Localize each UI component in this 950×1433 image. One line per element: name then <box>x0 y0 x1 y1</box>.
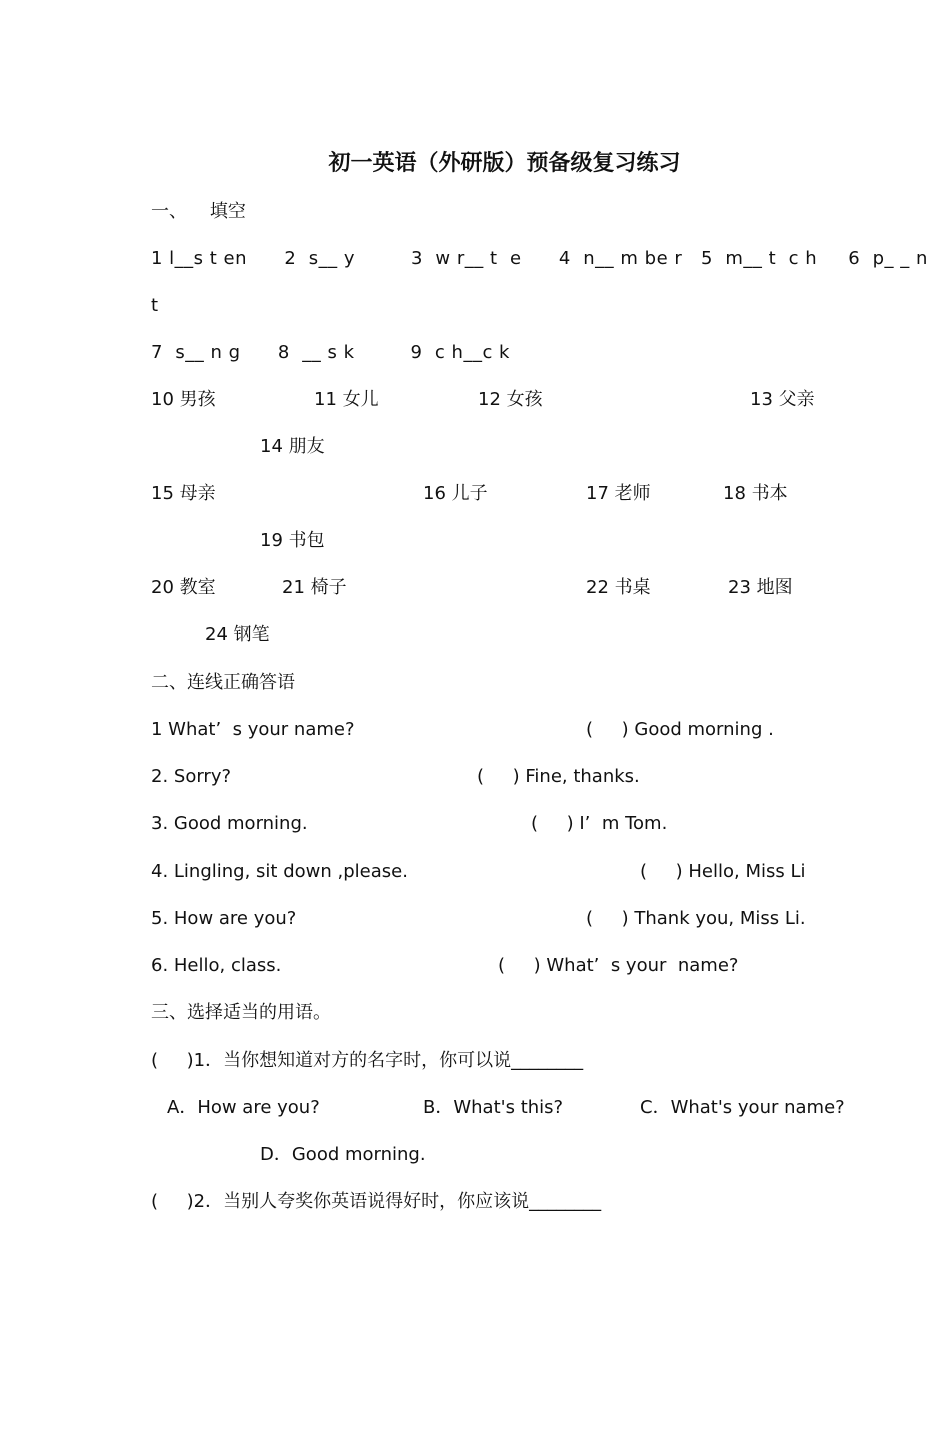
vocab-item: 24 钢笔 <box>205 624 270 645</box>
section1-heading: 一、 填空 <box>151 201 246 222</box>
matching-question: 6. Hello, class. <box>151 955 282 976</box>
vocab-item: 14 朋友 <box>260 436 325 457</box>
spelling-line-2: 7 s__ n g 8 __ s k 9 c h__c k <box>151 342 510 363</box>
vocab-item: 20 教室 <box>151 577 216 598</box>
matching-answer: ( ) What’ s your name? <box>498 955 739 976</box>
matching-question: 2. Sorry? <box>151 766 232 787</box>
option-a: A．How are you? <box>167 1097 320 1118</box>
vocab-item: 21 椅子 <box>282 577 347 598</box>
vocab-item: 15 母亲 <box>151 483 216 504</box>
matching-answer: ( ) Hello, Miss Li <box>640 861 806 882</box>
matching-question: 4. Lingling, sit down ,please. <box>151 861 408 882</box>
option-d: D．Good morning. <box>260 1144 426 1165</box>
page-title: 初一英语（外研版）预备级复习练习 <box>328 151 681 176</box>
vocab-item: 12 女孩 <box>478 389 543 410</box>
vocab-item: 11 女儿 <box>314 389 379 410</box>
spelling-line-1: 1 l__s t en 2 s__ y 3 w r__ t e 4 n__ m be r 5 m__ t c h 6 p_ _ n <box>151 248 928 269</box>
matching-answer: ( ) Good morning . <box>586 719 774 740</box>
vocab-item: 18 书本 <box>723 483 788 504</box>
vocab-item: 10 男孩 <box>151 389 216 410</box>
matching-question: 5. How are you? <box>151 908 297 929</box>
matching-answer: ( ) Thank you, Miss Li. <box>586 908 806 929</box>
vocab-item: 23 地图 <box>728 577 793 598</box>
section2-heading: 二、连线正确答语 <box>151 672 295 693</box>
question-2: ( )2．当别人夸奖你英语说得好时，你应该说________ <box>151 1191 602 1212</box>
matching-answer: ( ) Fine, thanks. <box>477 766 640 787</box>
matching-answer: ( ) I’ m Tom. <box>531 813 668 834</box>
section3-heading: 三、选择适当的用语。 <box>151 1002 331 1023</box>
vocab-item: 16 儿子 <box>423 483 488 504</box>
matching-question: 1 What’ s your name? <box>151 719 355 740</box>
vocab-item: 17 老师 <box>586 483 651 504</box>
question-1: ( )1．当你想知道对方的名字时，你可以说________ <box>151 1050 584 1071</box>
matching-question: 3. Good morning. <box>151 813 308 834</box>
option-b: B．What's this? <box>423 1097 564 1118</box>
option-c: C．What's your name? <box>640 1097 845 1118</box>
vocab-item: 13 父亲 <box>750 389 815 410</box>
spelling-line-1-wrap: t <box>151 295 159 316</box>
vocab-item: 19 书包 <box>260 530 325 551</box>
vocab-item: 22 书桌 <box>586 577 651 598</box>
